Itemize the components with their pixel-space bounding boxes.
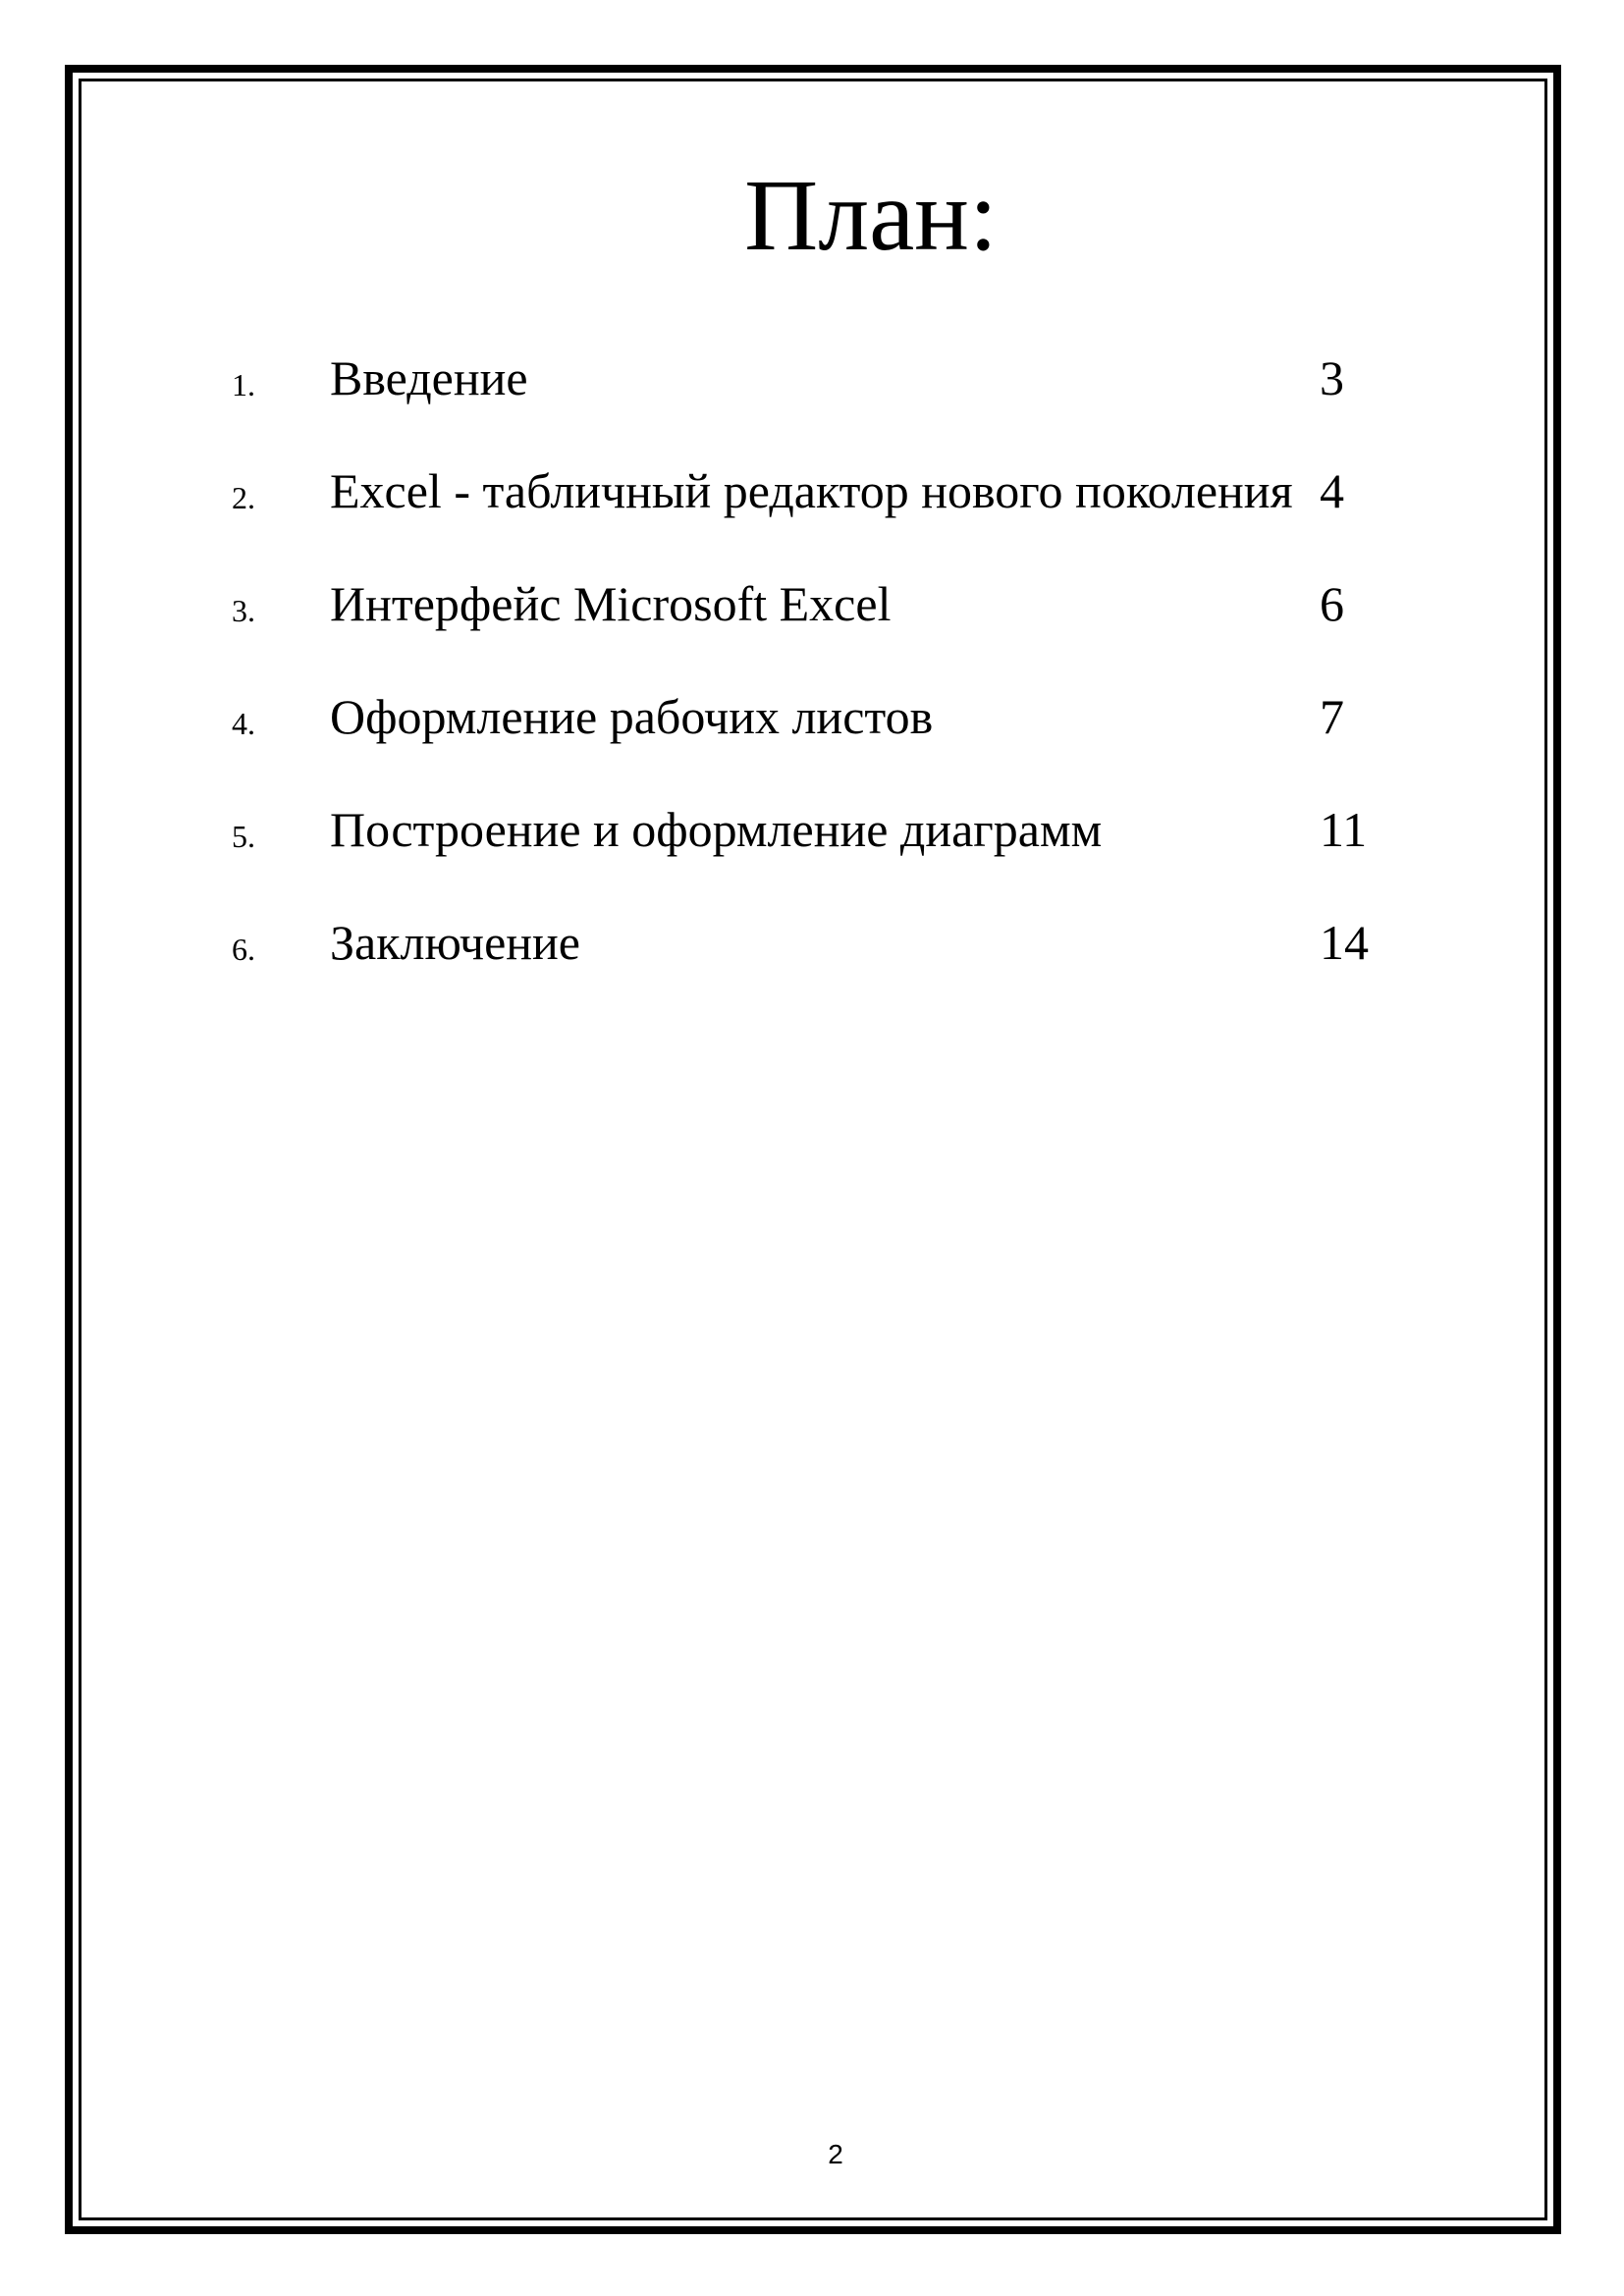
toc-item-page: 4 <box>1320 463 1344 518</box>
toc-item-page: 7 <box>1320 689 1344 744</box>
toc-item-number: 1. <box>232 367 255 402</box>
toc-item-number: 3. <box>232 593 255 628</box>
toc-item-title: Заключение <box>330 915 580 970</box>
toc-item-number: 5. <box>232 819 255 854</box>
toc-item-title: Построение и оформление диаграмм <box>330 802 1103 857</box>
page-title: План: <box>744 159 998 272</box>
table-of-contents <box>232 344 1410 1021</box>
toc-item-number: 4. <box>232 706 255 741</box>
toc-item <box>232 456 1410 569</box>
toc-item-title: Введение <box>330 350 528 405</box>
toc-item-page: 6 <box>1320 576 1344 631</box>
toc-item-number: 2. <box>232 480 255 515</box>
toc-item <box>232 344 1410 456</box>
toc-item <box>232 795 1410 908</box>
toc-item-title: Оформление рабочих листов <box>330 689 934 744</box>
toc-item-page: 11 <box>1320 802 1368 857</box>
page-number: 2 <box>828 2139 843 2169</box>
toc-item-title: Интерфейс Microsoft Excel <box>330 576 892 631</box>
toc-item <box>232 682 1410 795</box>
toc-item-title: Excel - табличный редактор нового поколения <box>330 463 1293 518</box>
toc-item <box>232 569 1410 682</box>
toc-item-page: 3 <box>1320 350 1344 405</box>
toc-item-number: 6. <box>232 932 255 967</box>
toc-item <box>232 908 1410 1021</box>
toc-item-page: 14 <box>1320 915 1369 970</box>
